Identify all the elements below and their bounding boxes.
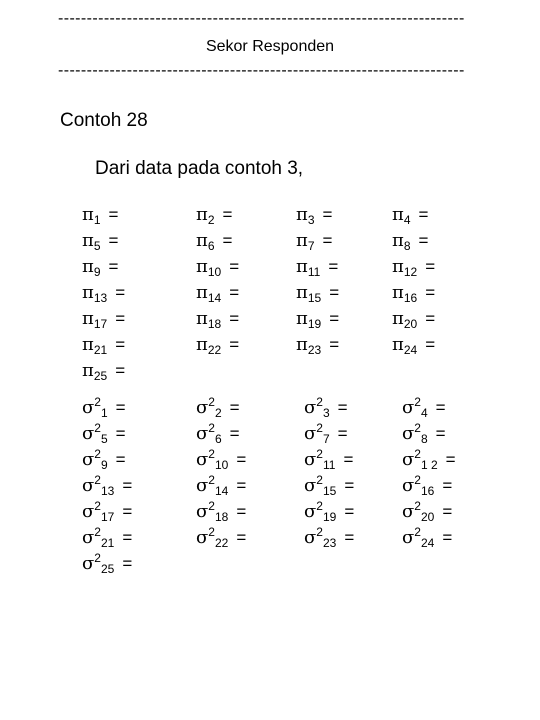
equals-sign: = <box>418 205 429 224</box>
sigma-symbol: σ <box>304 501 317 522</box>
subscript-index: 6 <box>207 239 215 253</box>
equals-sign: = <box>229 424 240 443</box>
equals-sign: = <box>108 257 119 276</box>
equals-sign: = <box>236 502 247 521</box>
subscript-index: 4 <box>403 213 411 227</box>
header-rule-top: ----------------------------------------------------------------------- <box>58 10 465 27</box>
square-exponent: 2 <box>208 499 215 513</box>
pi-symbol: π <box>196 334 208 355</box>
sigma-symbol: σ <box>402 423 415 444</box>
header-rule-bottom: ----------------------------------------------------------------------- <box>58 62 465 79</box>
subscript-index: 1 <box>100 406 108 420</box>
sigma-squared-21-entry <box>82 525 133 550</box>
subscript-index: 15 <box>307 291 322 305</box>
pi-symbol: π <box>296 204 308 225</box>
equals-sign: = <box>442 502 453 521</box>
square-exponent: 2 <box>208 473 215 487</box>
example-intro: Dari data pada contoh 3, <box>95 158 304 179</box>
pi-symbol: π <box>392 334 404 355</box>
pi-symbol: π <box>196 308 208 329</box>
pi-symbol: π <box>196 230 208 251</box>
sigma-symbol: σ <box>402 501 415 522</box>
pi-symbol: π <box>82 360 94 381</box>
sigma-symbol: σ <box>196 527 209 548</box>
subscript-index: 13 <box>93 291 108 305</box>
sigma-squared-3-entry <box>304 395 348 420</box>
equals-sign: = <box>343 450 354 469</box>
square-exponent: 2 <box>414 499 421 513</box>
square-exponent: 2 <box>414 421 421 435</box>
pi-symbol: π <box>82 230 94 251</box>
square-exponent: 2 <box>94 473 101 487</box>
equals-sign: = <box>229 398 240 417</box>
subscript-index: 19 <box>322 510 337 524</box>
square-exponent: 2 <box>414 473 421 487</box>
pi-symbol: π <box>296 230 308 251</box>
pi-16-entry <box>392 283 435 303</box>
subscript-index: 6 <box>214 432 222 446</box>
pi-6-entry <box>196 231 232 251</box>
subscript-index: 5 <box>100 432 108 446</box>
sigma-symbol: σ <box>82 449 95 470</box>
equals-sign: = <box>344 502 355 521</box>
equals-sign: = <box>425 257 436 276</box>
subscript-index: 22 <box>214 536 229 550</box>
subscript-index: 16 <box>420 484 435 498</box>
pi-8-entry <box>392 231 428 251</box>
equals-sign: = <box>229 309 240 328</box>
subscript-index: 11 <box>322 458 336 472</box>
subscript-index: 22 <box>207 343 222 357</box>
pi-symbol: π <box>196 282 208 303</box>
equals-sign: = <box>236 476 247 495</box>
equals-sign: = <box>236 450 247 469</box>
subscript-index: 4 <box>420 406 428 420</box>
equals-sign: = <box>115 424 126 443</box>
pi-symbol: π <box>296 334 308 355</box>
equals-sign: = <box>229 283 240 302</box>
square-exponent: 2 <box>316 421 323 435</box>
subscript-index: 20 <box>403 317 418 331</box>
subscript-index: 10 <box>207 265 222 279</box>
pi-2-entry <box>196 205 232 225</box>
equals-sign: = <box>122 554 133 573</box>
equals-sign: = <box>108 231 119 250</box>
pi-9-entry <box>82 257 118 277</box>
pi-symbol: π <box>392 256 404 277</box>
square-exponent: 2 <box>208 421 215 435</box>
pi-symbol: π <box>296 282 308 303</box>
square-exponent: 2 <box>316 525 323 539</box>
equals-sign: = <box>425 335 436 354</box>
pi-4-entry <box>392 205 428 225</box>
sigma-symbol: σ <box>304 423 317 444</box>
pi-20-entry <box>392 309 435 329</box>
subscript-index: 11 <box>307 265 321 279</box>
equals-sign: = <box>108 205 119 224</box>
sigma-squared-23-entry <box>304 525 355 550</box>
subscript-index: 2 <box>207 213 215 227</box>
subscript-index: 19 <box>307 317 322 331</box>
subscript-index: 24 <box>420 536 435 550</box>
subscript-index: 2 <box>214 406 222 420</box>
sigma-symbol: σ <box>402 449 415 470</box>
subscript-index: 12 <box>403 265 418 279</box>
sigma-squared-20-entry <box>402 499 453 524</box>
square-exponent: 2 <box>94 421 101 435</box>
subscript-index: 1 <box>93 213 101 227</box>
square-exponent: 2 <box>316 473 323 487</box>
subscript-index: 23 <box>322 536 337 550</box>
square-exponent: 2 <box>208 395 215 409</box>
pi-13-entry <box>82 283 125 303</box>
pi-symbol: π <box>82 308 94 329</box>
equals-sign: = <box>222 205 233 224</box>
equals-sign: = <box>329 335 340 354</box>
sigma-symbol: σ <box>402 475 415 496</box>
sigma-squared-9-entry <box>82 447 126 472</box>
equals-sign: = <box>442 528 453 547</box>
subscript-index: 14 <box>214 484 229 498</box>
sigma-squared-11-entry <box>304 447 354 472</box>
pi-12-entry <box>392 257 435 277</box>
equals-sign: = <box>229 335 240 354</box>
sigma-squared-14-entry <box>196 473 247 498</box>
subscript-index: 20 <box>420 510 435 524</box>
equals-sign: = <box>122 528 133 547</box>
equals-sign: = <box>425 309 436 328</box>
sigma-symbol: σ <box>304 397 317 418</box>
subscript-index: 15 <box>322 484 337 498</box>
sigma-symbol: σ <box>196 423 209 444</box>
pi-25-entry <box>82 361 125 381</box>
pi-17-entry <box>82 309 125 329</box>
pi-23-entry <box>296 335 339 355</box>
pi-symbol: π <box>196 204 208 225</box>
subscript-index: 25 <box>93 369 108 383</box>
pi-symbol: π <box>196 256 208 277</box>
sigma-symbol: σ <box>196 475 209 496</box>
sigma-symbol: σ <box>304 475 317 496</box>
subscript-index: 3 <box>322 406 330 420</box>
pi-3-entry <box>296 205 332 225</box>
sigma-symbol: σ <box>402 527 415 548</box>
sigma-squared-19-entry <box>304 499 355 524</box>
sigma-squared-6-entry <box>196 421 240 446</box>
equals-sign: = <box>328 257 339 276</box>
sigma-squared-25-entry <box>82 551 133 576</box>
sigma-squared-2-entry <box>196 395 240 420</box>
equals-sign: = <box>445 450 456 469</box>
subscript-index: 7 <box>322 432 330 446</box>
equals-sign: = <box>236 528 247 547</box>
subscript-index: 9 <box>100 458 108 472</box>
subscript-index: 9 <box>93 265 101 279</box>
sigma-symbol: σ <box>402 397 415 418</box>
subscript-index: 14 <box>207 291 222 305</box>
pi-symbol: π <box>82 282 94 303</box>
pi-symbol: π <box>296 256 308 277</box>
square-exponent: 2 <box>208 525 215 539</box>
subscript-index: 17 <box>93 317 108 331</box>
sigma-squared-5-entry <box>82 421 126 446</box>
sigma-symbol: σ <box>304 527 317 548</box>
pi-symbol: π <box>82 334 94 355</box>
pi-1-entry <box>82 205 118 225</box>
sigma-squared-22-entry <box>196 525 247 550</box>
subscript-index: 8 <box>403 239 411 253</box>
equals-sign: = <box>435 398 446 417</box>
subscript-index: 17 <box>100 510 115 524</box>
pi-24-entry <box>392 335 435 355</box>
sigma-symbol: σ <box>196 501 209 522</box>
equals-sign: = <box>115 450 126 469</box>
equals-sign: = <box>122 502 133 521</box>
subscript-index: 16 <box>403 291 418 305</box>
subscript-index: 13 <box>100 484 115 498</box>
equals-sign: = <box>322 231 333 250</box>
subscript-index: 24 <box>403 343 418 357</box>
pi-22-entry <box>196 335 239 355</box>
square-exponent: 2 <box>316 447 323 461</box>
square-exponent: 2 <box>414 395 421 409</box>
square-exponent: 2 <box>94 447 101 461</box>
equals-sign: = <box>425 283 436 302</box>
sigma-squared-1-entry <box>82 395 126 420</box>
pi-19-entry <box>296 309 339 329</box>
sigma-symbol: σ <box>196 397 209 418</box>
sigma-squared-13-entry <box>82 473 133 498</box>
subscript-index: 21 <box>100 536 115 550</box>
sigma-symbol: σ <box>82 397 95 418</box>
sigma-symbol: σ <box>82 423 95 444</box>
equals-sign: = <box>122 476 133 495</box>
subscript-index: 5 <box>93 239 101 253</box>
square-exponent: 2 <box>414 447 421 461</box>
pi-11-entry <box>296 257 338 277</box>
square-exponent: 2 <box>208 447 215 461</box>
equals-sign: = <box>344 528 355 547</box>
pi-7-entry <box>296 231 332 251</box>
subscript-index: 21 <box>93 343 108 357</box>
subscript-index: 1 2 <box>420 458 438 472</box>
equals-sign: = <box>337 424 348 443</box>
pi-symbol: π <box>392 230 404 251</box>
equals-sign: = <box>115 398 126 417</box>
equals-sign: = <box>115 335 126 354</box>
pi-5-entry <box>82 231 118 251</box>
sigma-squared-17-entry <box>82 499 133 524</box>
pi-symbol: π <box>82 256 94 277</box>
square-exponent: 2 <box>94 395 101 409</box>
sigma-squared-4-entry <box>402 395 446 420</box>
subscript-index: 3 <box>307 213 315 227</box>
pi-symbol: π <box>392 282 404 303</box>
square-exponent: 2 <box>94 499 101 513</box>
sigma-symbol: σ <box>82 475 95 496</box>
square-exponent: 2 <box>414 525 421 539</box>
subscript-index: 10 <box>214 458 229 472</box>
sigma-squared-15-entry <box>304 473 355 498</box>
sigma-squared-16-entry <box>402 473 453 498</box>
pi-21-entry <box>82 335 125 355</box>
subscript-index: 8 <box>420 432 428 446</box>
subscript-index: 23 <box>307 343 322 357</box>
equals-sign: = <box>344 476 355 495</box>
sigma-squared-12-entry <box>402 447 456 472</box>
pi-symbol: π <box>82 204 94 225</box>
pi-15-entry <box>296 283 339 303</box>
sigma-symbol: σ <box>304 449 317 470</box>
pi-symbol: π <box>392 204 404 225</box>
sigma-symbol: σ <box>196 449 209 470</box>
equals-sign: = <box>329 309 340 328</box>
sigma-symbol: σ <box>82 501 95 522</box>
subscript-index: 18 <box>207 317 222 331</box>
square-exponent: 2 <box>316 499 323 513</box>
equals-sign: = <box>115 283 126 302</box>
equals-sign: = <box>115 309 126 328</box>
sigma-squared-24-entry <box>402 525 453 550</box>
page-title: Sekor Responden <box>205 38 335 55</box>
pi-symbol: π <box>296 308 308 329</box>
sigma-squared-8-entry <box>402 421 446 446</box>
equals-sign: = <box>418 231 429 250</box>
pi-10-entry <box>196 257 239 277</box>
square-exponent: 2 <box>316 395 323 409</box>
equals-sign: = <box>322 205 333 224</box>
example-heading: Contoh 28 <box>60 110 148 131</box>
pi-14-entry <box>196 283 239 303</box>
square-exponent: 2 <box>94 525 101 539</box>
equals-sign: = <box>222 231 233 250</box>
equals-sign: = <box>229 257 240 276</box>
square-exponent: 2 <box>94 551 101 565</box>
sigma-symbol: σ <box>82 527 95 548</box>
sigma-squared-10-entry <box>196 447 247 472</box>
subscript-index: 18 <box>214 510 229 524</box>
pi-symbol: π <box>392 308 404 329</box>
subscript-index: 7 <box>307 239 315 253</box>
equals-sign: = <box>442 476 453 495</box>
sigma-squared-18-entry <box>196 499 247 524</box>
pi-18-entry <box>196 309 239 329</box>
equals-sign: = <box>435 424 446 443</box>
equals-sign: = <box>329 283 340 302</box>
subscript-index: 25 <box>100 562 115 576</box>
sigma-squared-7-entry <box>304 421 348 446</box>
equals-sign: = <box>115 361 126 380</box>
sigma-symbol: σ <box>82 553 95 574</box>
equals-sign: = <box>337 398 348 417</box>
